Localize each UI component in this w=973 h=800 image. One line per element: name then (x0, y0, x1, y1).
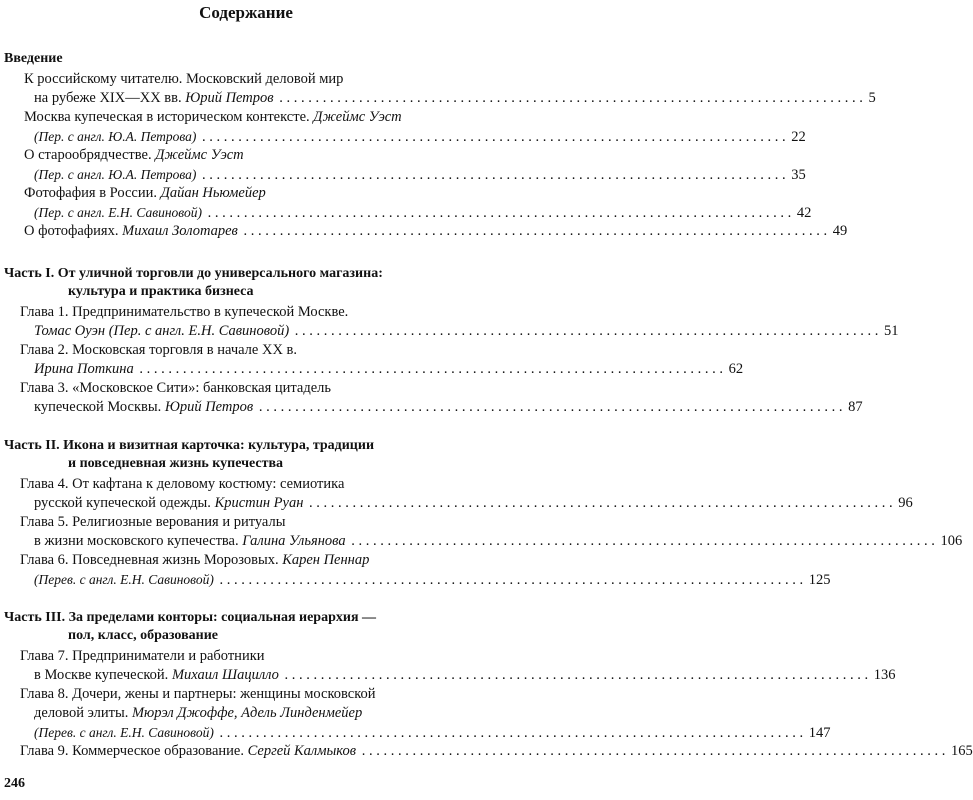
toc-entry (0, 146, 806, 185)
section-subtitle: и повседневная жизнь купечества (68, 456, 284, 471)
toc-entry (0, 70, 876, 108)
entry-line (0, 89, 876, 108)
entry-title: О старообрядчестве. (24, 147, 156, 163)
entry-author: Джеймс Уэст (155, 147, 244, 163)
leader-dots (202, 129, 786, 145)
entry-text: русской купеческой одежды. (34, 495, 215, 511)
entry-title: Глава 5. Религиозные верования и ритуалы (20, 514, 286, 530)
page-ref: 87 (848, 399, 863, 415)
leader-dots (362, 743, 946, 759)
entry-line (0, 398, 863, 417)
entry-line (0, 322, 899, 341)
entry-line (0, 108, 492, 127)
entry-author: Томас Оуэн (Пер. с англ. Е.Н. Савиновой) (34, 323, 290, 339)
entry-title: Глава 2. Московская торговля в начале XX в. (20, 342, 298, 358)
entry-author: Сергей Калмыков (247, 743, 357, 759)
entry-author: Дайан Ньюмейер (160, 185, 266, 201)
leader-dots (295, 323, 879, 339)
entry-translator: (Перев. с англ. Е.Н. Савиновой) (34, 572, 214, 587)
page-ref: 51 (884, 323, 899, 339)
entry-title: Глава 7. Предприниматели и работники (20, 648, 265, 664)
toc-entry (0, 685, 831, 743)
entry-author: Юрий Петров (185, 90, 274, 106)
entry-author: Михаил Золотарев (122, 223, 238, 239)
page-ref: 136 (873, 667, 896, 683)
entry-author: Карен Пеннар (282, 552, 370, 568)
entry-translator: (Пер. с англ. Ю.А. Петрова) (34, 167, 197, 182)
entry-title: Глава 6. Повседневная жизнь Морозовых. (20, 552, 283, 568)
section-title: Часть II. Икона и визитная карточка: культура, традиции (4, 438, 375, 453)
toc-entry (0, 184, 812, 223)
entry-text: в Москве купеческой. (34, 667, 172, 683)
entry-line (0, 666, 896, 685)
page-ref: 49 (832, 223, 848, 239)
entry-author: Мюрэл Джоффе, Адель Линденмейер (131, 705, 363, 721)
entry-line (0, 704, 492, 723)
page-title: Содержание (199, 3, 293, 22)
entry-title: Москва купеческая в историческом контексте. (24, 109, 314, 125)
page-ref: 42 (796, 205, 812, 221)
entry-author: Галина Ульянова (242, 533, 346, 549)
entry-title: К российскому читателю. Московский деловой мир (24, 71, 344, 87)
entry-translator: (Пер. с англ. Ю.А. Петрова) (34, 129, 197, 144)
toc-entry (0, 222, 848, 241)
entry-line (0, 203, 812, 223)
toc-entry (0, 513, 963, 551)
leader-dots (285, 667, 869, 683)
entry-title: Глава 9. Коммерческое образование. (20, 743, 248, 759)
entry-title: О фотофафиях. (24, 223, 123, 239)
entry-author: Кристин Руан (214, 495, 304, 511)
entry-line (0, 551, 492, 570)
section-title: Часть I. От уличной торговли до универсального магазина: (4, 266, 383, 281)
entry-line (0, 360, 744, 379)
entry-line (0, 127, 806, 147)
section-subtitle: пол, класс, образование (68, 628, 218, 643)
entry-line (0, 532, 963, 551)
entry-text: на рубеже XIX—XX вв. (34, 90, 186, 106)
entry-text: деловой элиты. (34, 705, 132, 721)
section-title: Часть III. За пределами конторы: социальная иерархия — (4, 610, 377, 625)
leader-dots (139, 361, 723, 377)
entry-text: купеческой Москвы. (34, 399, 165, 415)
entry-text: в жизни московского купечества. (34, 533, 243, 549)
entry-author: Джеймс Уэст (313, 109, 402, 125)
entry-author: Юрий Петров (164, 399, 254, 415)
entry-title: Глава 4. От кафтана к деловому костюму: семиотика (20, 476, 345, 492)
entry-title: Глава 3. «Московское Сити»: банковская цитадель (20, 380, 332, 396)
page-ref: 22 (791, 129, 806, 145)
page-ref: 35 (791, 167, 806, 183)
page-ref: 106 (940, 533, 963, 549)
entry-author: Ирина Поткина (34, 361, 134, 377)
section-heading-part3 (4, 609, 484, 645)
page-ref: 96 (898, 495, 913, 511)
leader-dots (219, 725, 803, 741)
entry-line (0, 165, 806, 185)
entry-title: Фотофафия в России. (24, 185, 161, 201)
page-ref: 147 (808, 725, 831, 741)
section-subtitle: культура и практика бизнеса (68, 284, 254, 299)
leader-dots (208, 205, 792, 221)
entry-author: Михаил Шацилло (171, 667, 279, 683)
entry-line (0, 146, 492, 165)
section-heading-part1 (4, 265, 484, 301)
entry-title: Глава 8. Дочери, жены и партнеры: женщины московской (20, 686, 376, 702)
leader-dots (259, 399, 843, 415)
entry-line (0, 222, 848, 241)
leader-dots (202, 167, 786, 183)
leader-dots (351, 533, 935, 549)
leader-dots (279, 90, 863, 106)
section-title: Введение (4, 51, 63, 66)
entry-translator: (Пер. с англ. Е.Н. Савиновой) (34, 205, 202, 220)
section-heading-introduction (4, 50, 484, 68)
leader-dots (309, 495, 893, 511)
entry-translator: (Перев. с англ. Е.Н. Савиновой) (34, 725, 214, 740)
page-ref: 5 (868, 90, 876, 106)
toc-entry (0, 742, 973, 761)
entry-line (0, 742, 973, 761)
toc-entry (0, 551, 831, 590)
toc-entry (0, 108, 806, 147)
entry-line (0, 494, 913, 513)
toc-entry (0, 647, 896, 685)
toc-entry (0, 379, 863, 417)
toc-entry (0, 341, 744, 379)
leader-dots (243, 223, 827, 239)
leader-dots (219, 572, 803, 588)
entry-title: Глава 1. Предпринимательство в купеческой Москве. (20, 304, 349, 320)
page-ref: 62 (728, 361, 744, 377)
entry-line (0, 723, 831, 743)
page-number: 246 (4, 776, 25, 791)
toc-entry (0, 475, 913, 513)
section-heading-part2 (4, 437, 484, 473)
page-ref: 125 (808, 572, 831, 588)
toc-entry (0, 303, 899, 341)
entry-line (0, 184, 492, 203)
entry-line (0, 570, 831, 590)
page-ref: 165 (950, 743, 973, 759)
